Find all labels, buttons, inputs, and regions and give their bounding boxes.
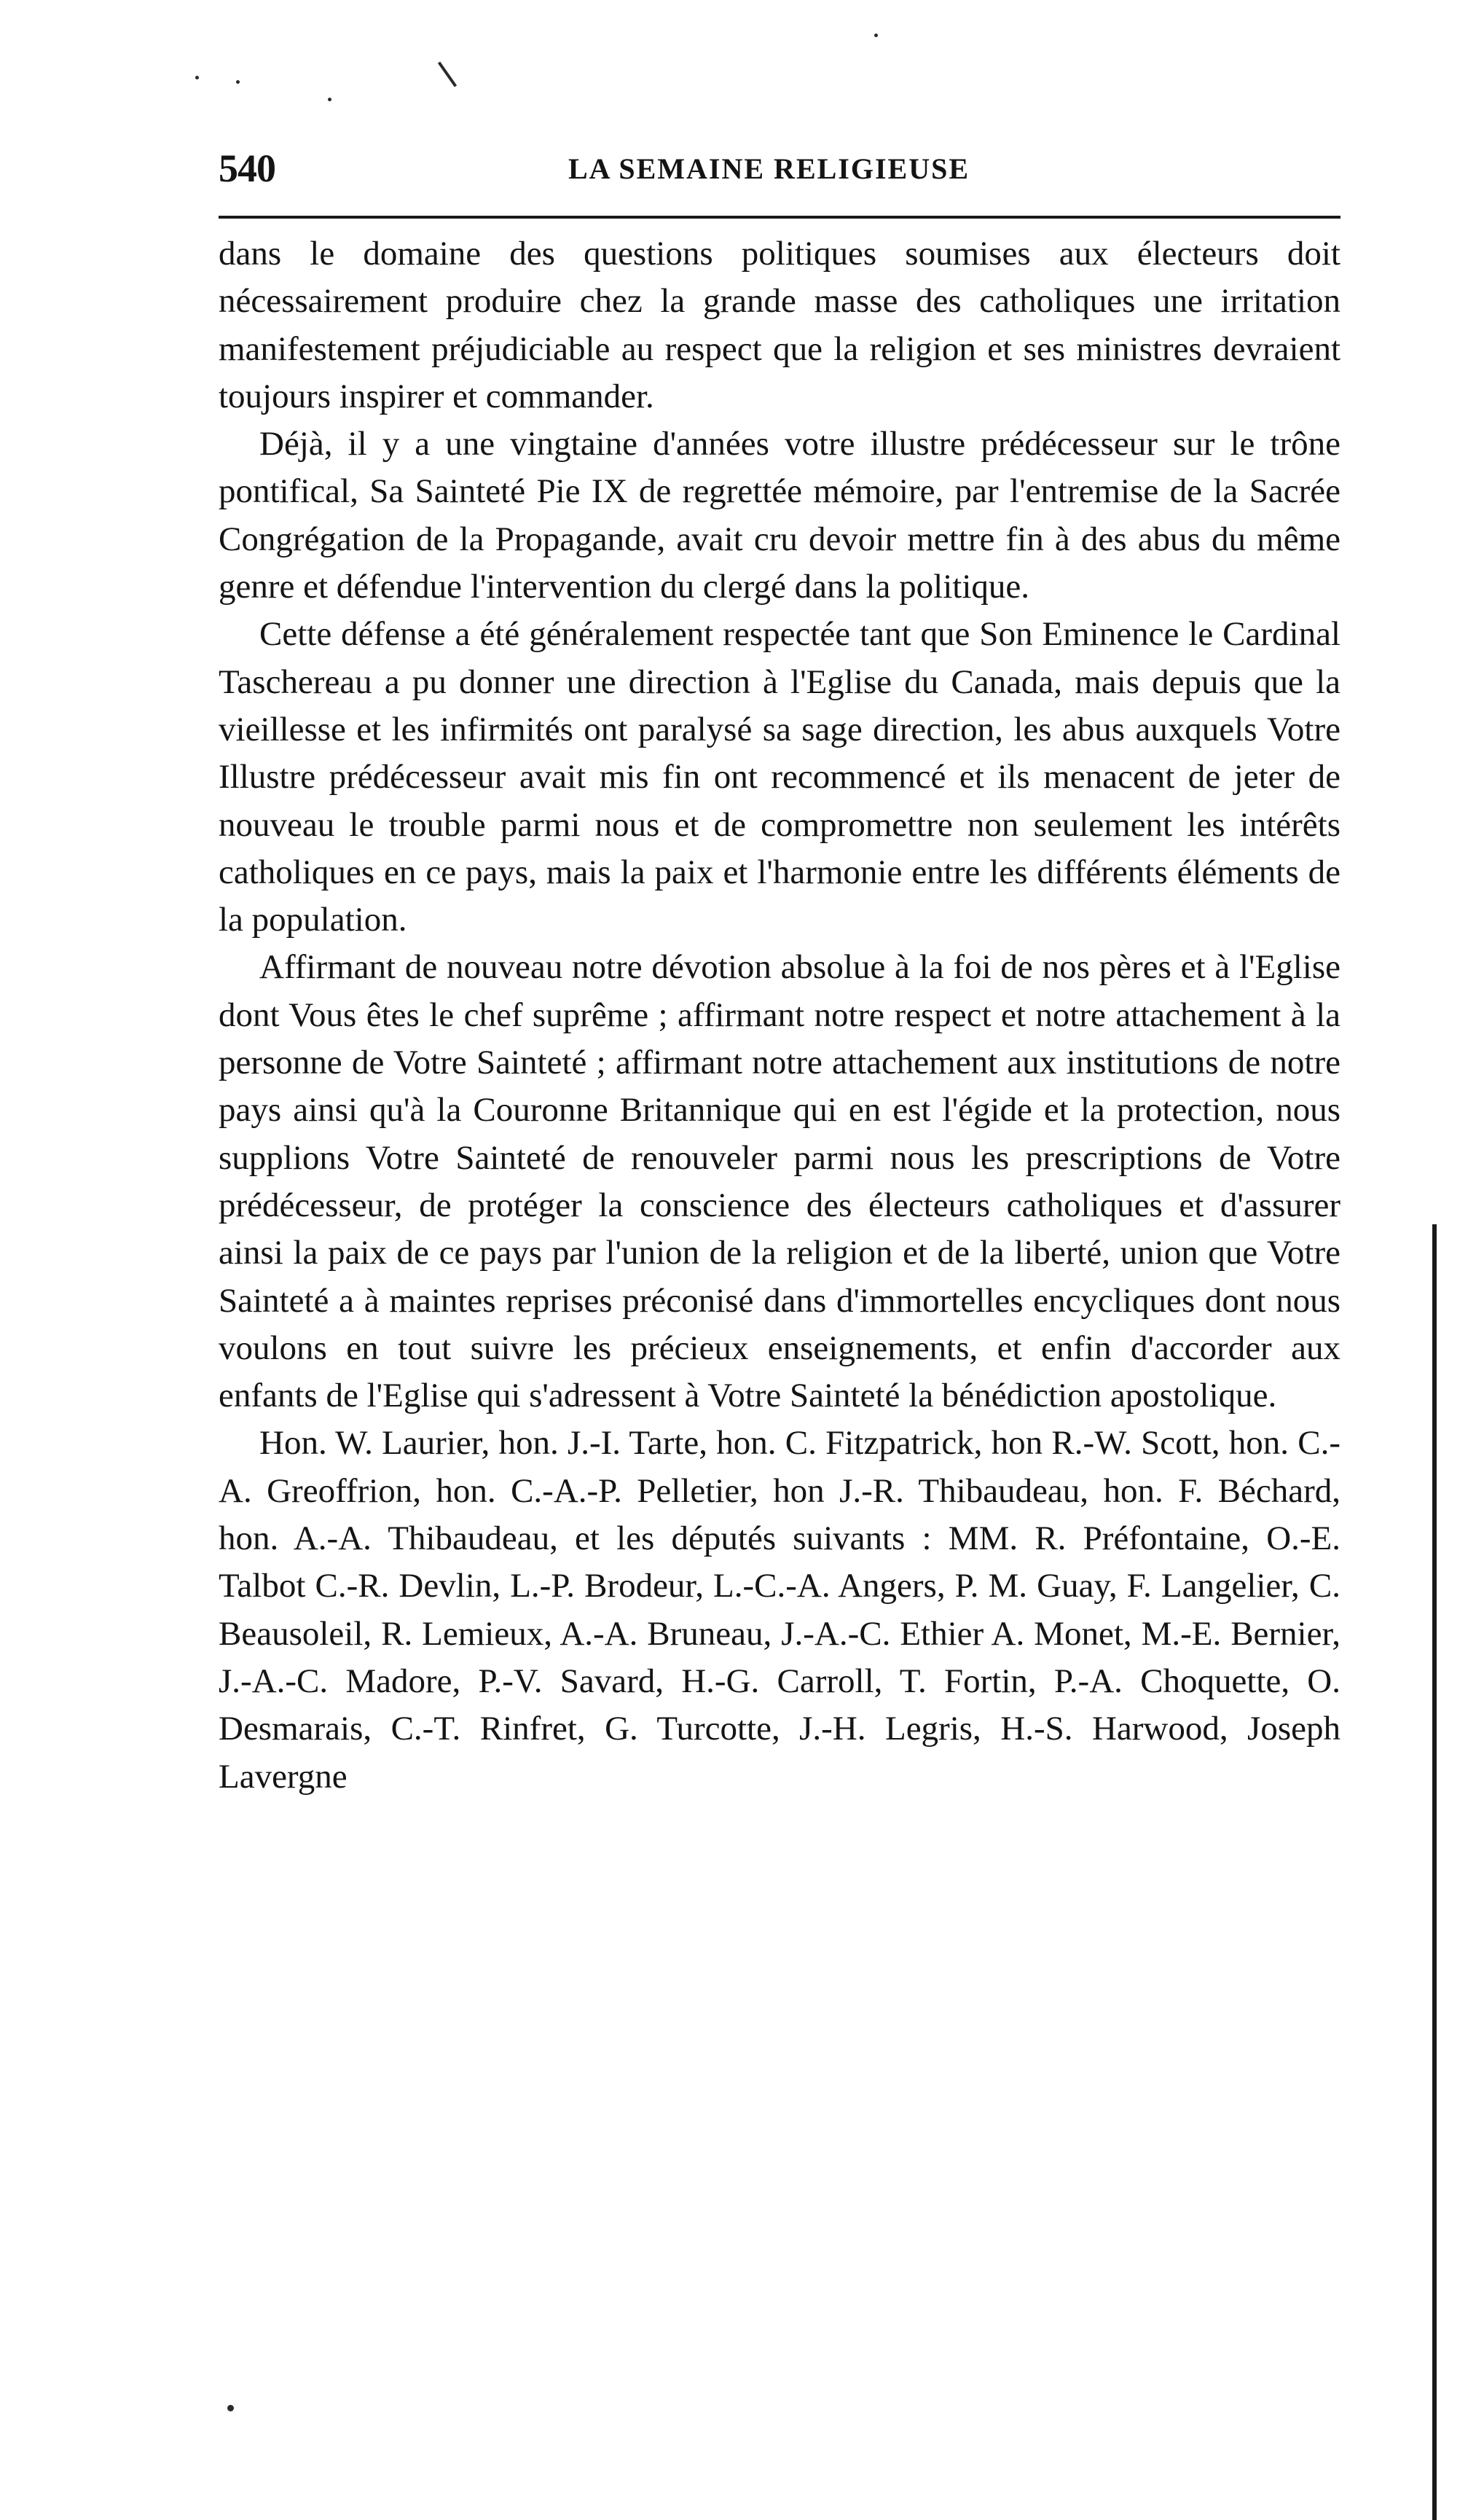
scan-speck — [236, 80, 240, 84]
scan-speck — [227, 2405, 234, 2411]
paragraph-supplication: Affirmant de nouveau notre dévotion absolue à la foi de nos pères et à l'Eglise dont Vous êtes le chef suprême ; affirmant notre respect et notre attachement à la personne de Votre Sainteté ; affirmant notre attachement aux institutions de notre pays ainsi qu'à la Couronne Britannique qui en est l'égide et la protection, nous supplions Votre Sainteté de renouveler parmi nous les prescriptions de Votre prédécesseur, de protéger la conscience des électeurs catholiques et d'assurer ainsi la paix de ce pays par l'union de la religion et de la liberté, union que Votre Sainteté a à maintes reprises préconisé dans d'immortelles encycliques dont nous voulons en tout suivre les précieux enseignements, et enfin d'accorder aux enfants de l'Eglise qui s'adressent à Votre Sainteté la bénédiction apostolique. — [219, 948, 1340, 1415]
scan-speck — [328, 98, 331, 101]
running-head: LA SEMAINE RELIGIEUSE — [568, 152, 970, 185]
scan-margin-bar — [1432, 1224, 1437, 2520]
scan-speck — [874, 34, 878, 37]
scan-speck — [195, 76, 199, 79]
page-header — [219, 143, 1340, 194]
header-rule — [219, 216, 1340, 219]
scan-mark — [438, 61, 457, 87]
page-number: 540 — [219, 146, 275, 190]
paragraph-taschereau: Cette défense a été généralement respectée tant que Son Eminence le Cardinal Taschereau a pu donner une direction à l'Eglise du Canada, mais depuis que la vieillesse et les infirmités ont paralysé sa sage direction, les abus auxquels Votre Illustre prédécesseur avait mis fin ont recommencé et ils menacent de jeter de nouveau le trouble parmi nous et de compromettre non seulement les intérêts catholiques en ce pays, mais la paix et l'harmonie entre les différents éléments de la population. — [219, 615, 1340, 939]
paragraph-signatories: Hon. W. Laurier, hon. J.-I. Tarte, hon. C. Fitzpatrick, hon R.-W. Scott, hon. C.-A. Greoffrion, hon. C.-A.-P. Pelletier, hon J.-R. Thibaudeau, hon. F. Béchard, hon. A.-A. Thibaudeau, et les députés suivants : MM. R. Préfontaine, O.-E. Talbot C.-R. Devlin, L.-P. Brodeur, L.-C.-A. Angers, P. M. Guay, F. Langelier, C. Beausoleil, R. Lemieux, A.-A. Bruneau, J.-A.-C. Ethier A. Monet, M.-E. Bernier, J.-A.-C. Madore, P.-V. Savard, H.-G. Carroll, T. Fortin, P.-A. Choquette, O. Desmarais, C.-T. Rinfret, G. Turcotte, J.-H. Legris, H.-S. Harwood, Joseph Lavergne — [219, 1424, 1340, 1796]
paragraph-continuation: dans le domaine des questions politiques soumises aux électeurs doit nécessairement produire chez la grande masse des catholiques une irritation manifestement préjudiciable au respect que la religion et ses ministres devraient toujours inspirer et commander. — [219, 235, 1340, 415]
body-text — [219, 230, 1340, 1801]
paragraph-pie-ix: Déjà, il y a une vingtaine d'années votre illustre prédécesseur sur le trône pontifical, Sa Sainteté Pie IX de regrettée mémoire, par l'entremise de la Sacrée Congrégation de la Propagande, avait cru devoir mettre fin à des abus du même genre et défendue l'intervention du clergé dans la politique. — [219, 425, 1340, 606]
